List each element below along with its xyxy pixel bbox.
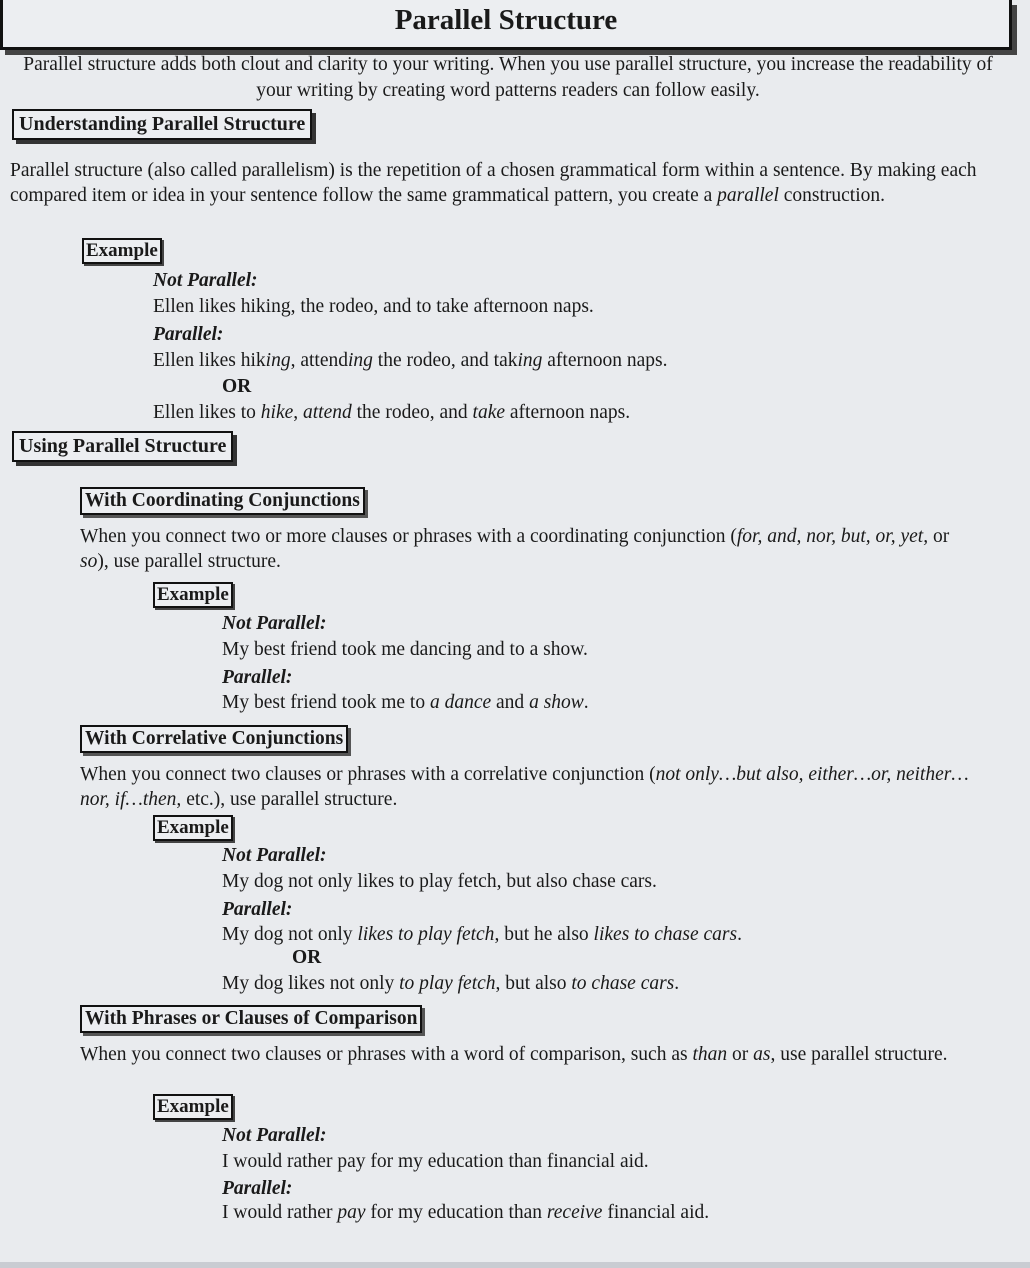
example-label-2: Example	[153, 582, 233, 608]
heading-using: Using Parallel Structure	[12, 431, 233, 462]
parallel-sentence-3b: My dog likes not only to play fetch, but also to chase cars.	[222, 973, 680, 994]
example-label-3: Example	[153, 815, 233, 841]
not-parallel-sentence-3: My dog not only likes to play fetch, but also chase cars.	[222, 871, 657, 892]
parallel-sentence-3a: My dog not only likes to play fetch, but he also likes to chase cars.	[222, 924, 742, 945]
heading-understanding: Understanding Parallel Structure	[12, 109, 312, 140]
heading-comparison: With Phrases or Clauses of Comparison	[80, 1005, 422, 1033]
heading-correlative: With Correlative Conjunctions	[80, 725, 348, 753]
example-label-4: Example	[153, 1094, 233, 1120]
heading-coordinating: With Coordinating Conjunctions	[80, 487, 365, 515]
not-parallel-label-3: Not Parallel:	[222, 845, 327, 866]
title-box	[0, 0, 1012, 50]
parallel-label-3: Parallel:	[222, 899, 293, 920]
or-label-1: OR	[222, 376, 252, 397]
parallel-sentence-1a: Ellen likes hiking, attending the rodeo, and taking afternoon naps.	[153, 350, 668, 371]
or-label-2: OR	[292, 947, 322, 968]
comparison-paragraph: When you connect two clauses or phrases with a word of comparison, such as than or as, use parallel structure.	[80, 1044, 948, 1065]
page-title: Parallel Structure	[394, 4, 618, 36]
coordinating-paragraph: When you connect two or more clauses or phrases with a coordinating conjunction (for, and, nor, but, or, yet, or so), use parallel structure.	[80, 526, 950, 572]
example-label-1: Example	[82, 238, 162, 264]
parallel-sentence-1b: Ellen likes to hike, attend the rodeo, and take afternoon naps.	[153, 402, 631, 423]
not-parallel-label-1: Not Parallel:	[153, 270, 258, 291]
parallel-label-2: Parallel:	[222, 667, 293, 688]
intro-paragraph: Parallel structure adds both clout and clarity to your writing. When you use parallel structure, you increase the readability of your writing by creating word patterns readers can follow easily.	[23, 54, 993, 101]
not-parallel-sentence-2: My best friend took me dancing and to a show.	[222, 639, 588, 660]
parallel-label-4: Parallel:	[222, 1178, 293, 1199]
not-parallel-label-2: Not Parallel:	[222, 613, 327, 634]
not-parallel-label-4: Not Parallel:	[222, 1125, 327, 1146]
not-parallel-sentence-1: Ellen likes hiking, the rodeo, and to take afternoon naps.	[153, 296, 594, 317]
parallel-label-1: Parallel:	[153, 324, 224, 345]
correlative-paragraph: When you connect two clauses or phrases with a correlative conjunction (not only…but also, either…or, neither…nor, if…then, etc.), use parallel structure.	[80, 764, 969, 810]
not-parallel-sentence-4: I would rather pay for my education than financial aid.	[222, 1151, 649, 1172]
bottom-divider	[0, 1262, 1030, 1268]
understanding-paragraph: Parallel structure (also called parallelism) is the repetition of a chosen grammatical form within a sentence. By making each compared item or idea in your sentence follow the same grammatical pattern, you create a parallel construction.	[10, 160, 977, 206]
parallel-sentence-2: My best friend took me to a dance and a show.	[222, 692, 589, 713]
parallel-sentence-4: I would rather pay for my education than receive financial aid.	[222, 1202, 710, 1223]
